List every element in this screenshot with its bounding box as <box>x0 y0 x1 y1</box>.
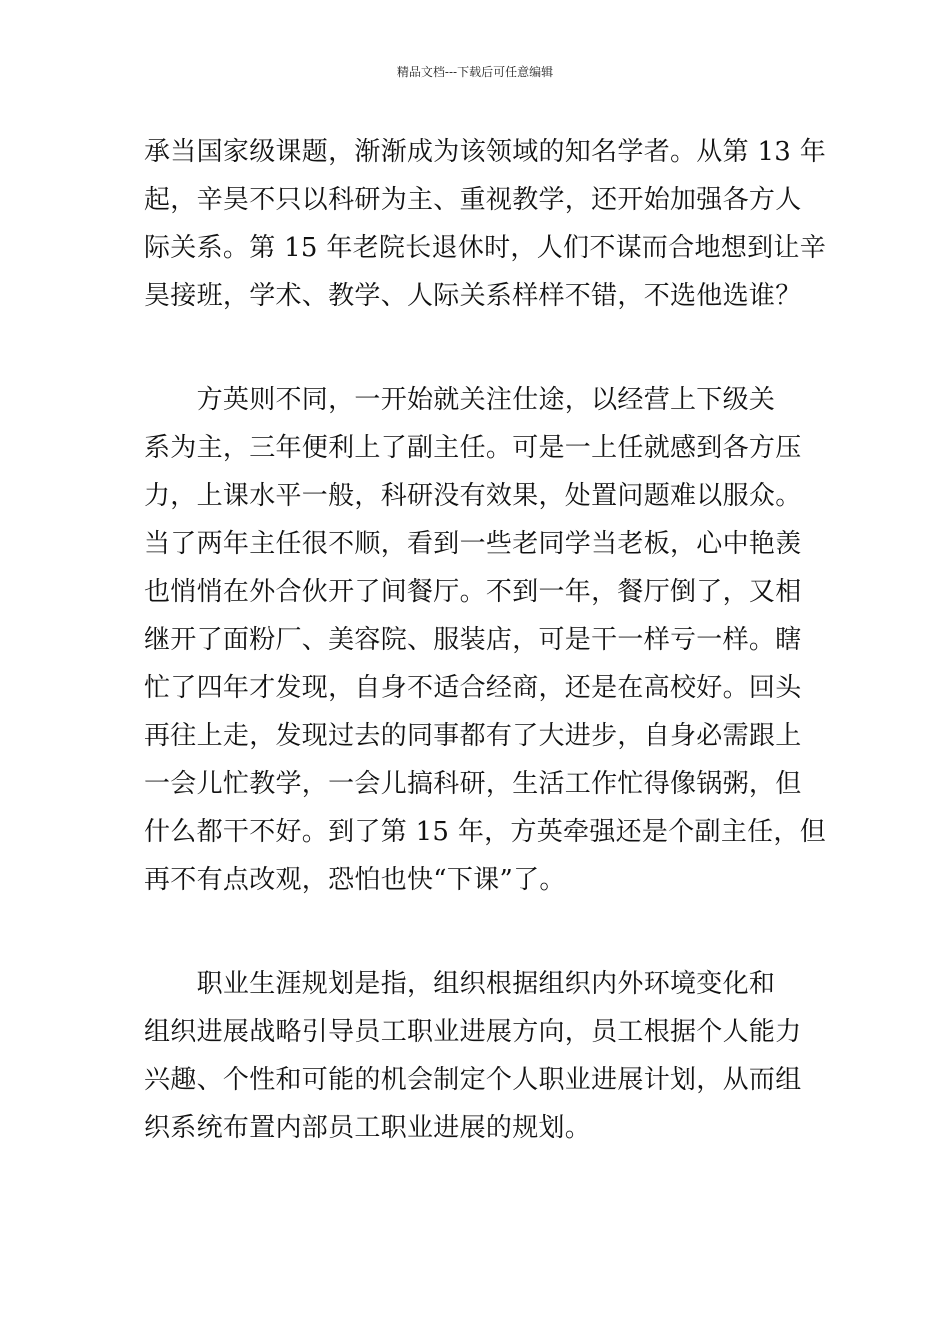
paragraph-line: 也悄悄在外合伙开了间餐厅。不到一年，餐厅倒了，又相 <box>144 577 802 607</box>
paragraph-line: 忙了四年才发现，自身不适合经商，还是在高校好。回头 <box>144 673 802 703</box>
paragraph-3 <box>144 960 808 1152</box>
paragraph-line: 职业生涯规划是指，组织根据组织内外环境变化和 <box>144 969 776 999</box>
paragraph-line: 一会儿忙教学，一会儿搞科研，生活工作忙得像锅粥，但 <box>144 769 802 799</box>
paragraph-line: 承当国家级课题，渐渐成为该领域的知名学者。从第 13 年 <box>144 137 827 167</box>
paragraph-spacer <box>144 904 808 960</box>
document-body <box>144 128 827 1152</box>
paragraph-line: 织系统布置内部员工职业进展的规划。 <box>144 1113 592 1143</box>
paragraph-spacer <box>144 320 808 376</box>
paragraph-line: 当了两年主任很不顺，看到一些老同学当老板，心中艳羡 <box>144 529 802 559</box>
paragraph-line: 再不有点改观，恐怕也快“下课”了。 <box>144 865 566 895</box>
page-header: 精品文档---下载后可任意编辑 <box>396 65 554 79</box>
paragraph-line: 昊接班，学术、教学、人际关系样样不错，不选他选谁？ <box>144 281 802 311</box>
paragraph-line: 兴趣、个性和可能的机会制定个人职业进展计划，从而组 <box>144 1065 802 1095</box>
paragraph-line: 继开了面粉厂、美容院、服装店，可是干一样亏一样。瞎 <box>144 625 802 655</box>
paragraph-line: 起，辛昊不只以科研为主、重视教学，还开始加强各方人 <box>144 185 802 215</box>
paragraph-line: 方英则不同，一开始就关注仕途，以经营上下级关 <box>144 385 776 415</box>
paragraph-line: 什么都干不好。到了第 15 年，方英牵强还是个副主任，但 <box>144 817 827 847</box>
paragraph-line: 组织进展战略引导员工职业进展方向，员工根据个人能力 <box>144 1017 802 1047</box>
paragraph-line: 力，上课水平一般，科研没有效果，处置问题难以服众。 <box>144 481 802 511</box>
paragraph-line: 系为主，三年便利上了副主任。可是一上任就感到各方压 <box>144 433 802 463</box>
paragraph-line: 际关系。第 15 年老院长退休时，人们不谋而合地想到让辛 <box>144 233 827 263</box>
paragraph-2 <box>144 376 827 904</box>
paragraph-1 <box>144 128 827 320</box>
paragraph-line: 再往上走，发现过去的同事都有了大进步，自身必需跟上 <box>144 721 802 751</box>
